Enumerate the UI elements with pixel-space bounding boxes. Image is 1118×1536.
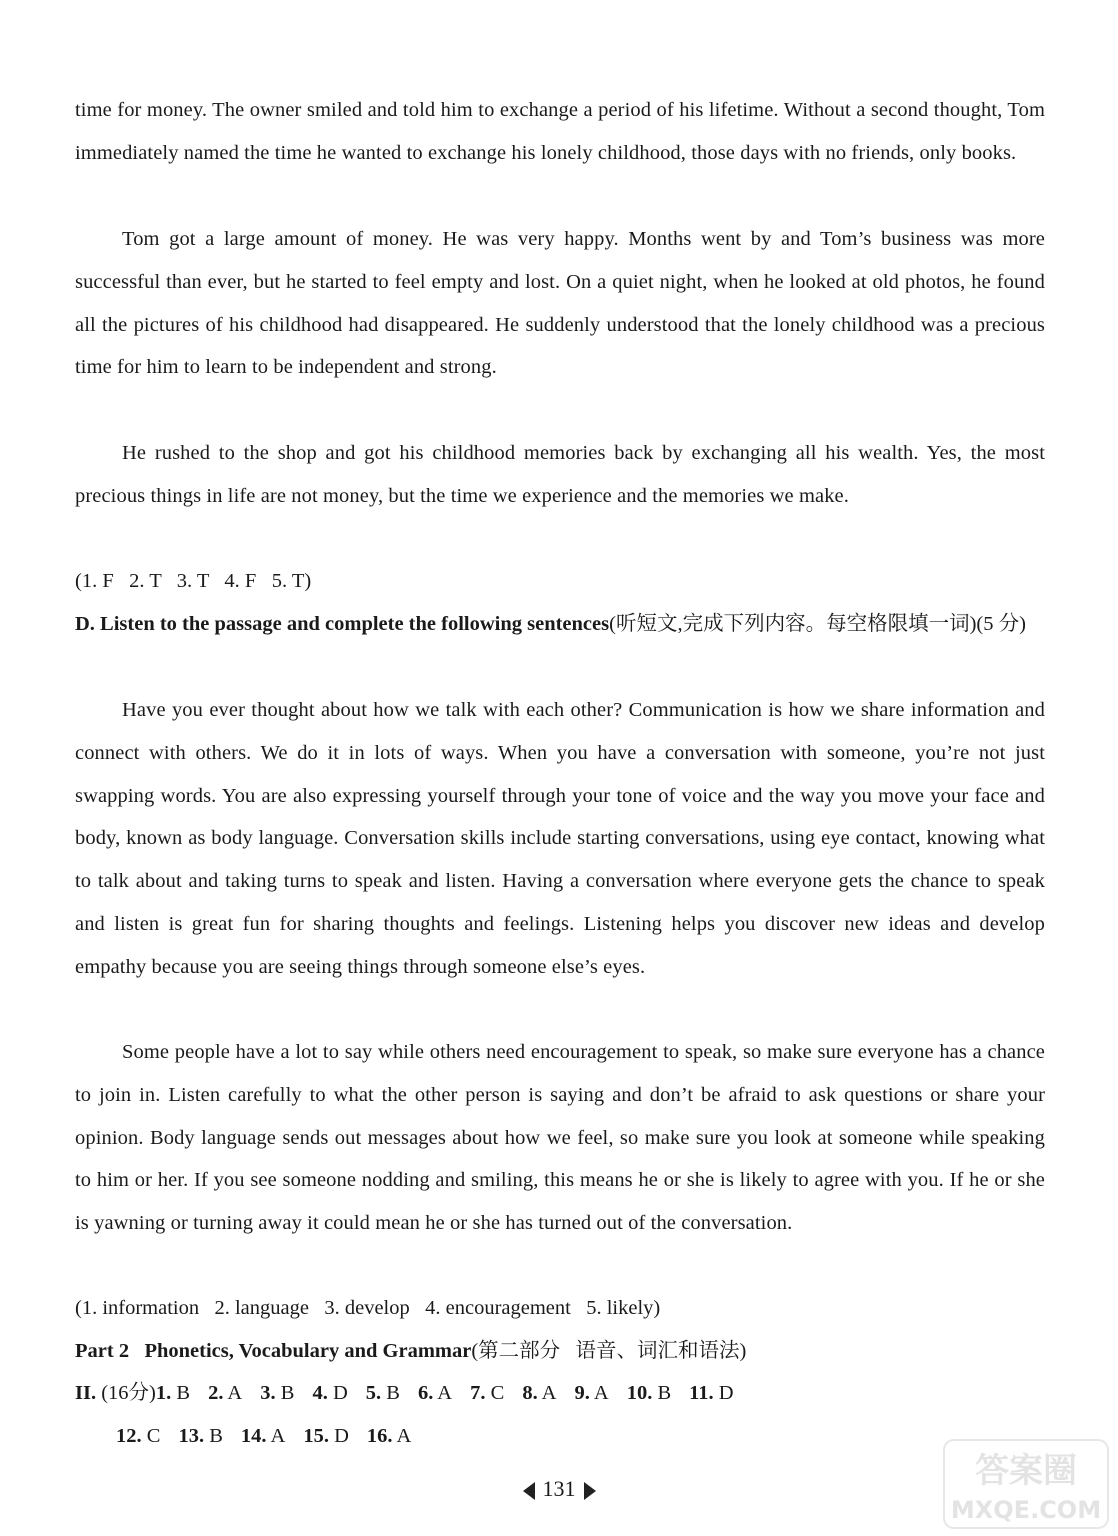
passage-c-answers-text: (1. F 2. T 3. T 4. F 5. T)	[75, 570, 312, 592]
answer-choice: A	[433, 1382, 453, 1404]
page-number: 131	[542, 1476, 576, 1501]
answer-choice: D	[328, 1425, 349, 1447]
answer-number: 9.	[574, 1382, 590, 1404]
answer-choice: B	[171, 1382, 191, 1404]
answer-number: 12.	[116, 1425, 142, 1447]
part2-heading	[75, 1330, 1055, 1373]
answer-number: 11.	[689, 1382, 714, 1404]
answer-number: 6.	[417, 1382, 434, 1404]
answer-item	[367, 1425, 411, 1447]
section-d-title-en: D. Listen to the passage and complete the following sentences	[75, 613, 610, 635]
watermark-text-top: 答案圈	[975, 1451, 1077, 1491]
answer-item	[366, 1382, 400, 1404]
answer-number: 1.	[155, 1382, 172, 1404]
answer-choice: B	[381, 1382, 400, 1404]
answer-item	[418, 1382, 452, 1404]
answer-item	[178, 1425, 222, 1447]
answer-item	[241, 1425, 285, 1447]
section-d-paragraph-2: Some people have a lot to say while others need encouragement to speak, so make sure everyone has a chance to join in. Listen carefully to what the other person is saying and don’t be afraid to ask questions or share your opinion. Body language sends out messages about how we feel, so make sure you look at someone while speaking to him or her. If you see someone nodding and smiling, this means he or she is likely to agree with you. If he or she is yawning or turning away it could mean he or she has turned out of the conversation.	[75, 1041, 1045, 1235]
answer-item	[116, 1425, 160, 1447]
answer-number: 10.	[626, 1382, 653, 1404]
answer-item	[575, 1382, 609, 1404]
section-ii-answers-row-1	[156, 1382, 752, 1404]
answer-choice: C	[485, 1382, 505, 1404]
section-d-answers	[75, 1287, 1055, 1330]
answer-number: 2.	[208, 1382, 224, 1404]
answer-item	[260, 1382, 294, 1404]
passage-c-answers	[75, 560, 1055, 603]
answer-item	[470, 1382, 504, 1404]
answer-number: 5.	[365, 1382, 382, 1404]
passage-c-paragraph-1: time for money. The owner smiled and told him to exchange a period of his lifetime. Without a second thought, Tom immediately named the time he wanted to exchange his lonely childhood, those days with no friends, only books.	[75, 99, 1045, 164]
answer-item	[312, 1382, 347, 1404]
answer-number: 8.	[522, 1382, 538, 1404]
answer-choice: D	[327, 1382, 348, 1404]
answer-item	[156, 1382, 190, 1404]
answer-item	[208, 1382, 242, 1404]
answer-choice: A	[537, 1382, 557, 1404]
triangle-left-icon	[523, 1482, 535, 1500]
answer-choice: A	[223, 1382, 243, 1404]
answer-item	[627, 1382, 671, 1404]
triangle-right-icon	[584, 1482, 596, 1500]
answer-choice: A	[589, 1382, 609, 1404]
answer-choice: B	[652, 1382, 672, 1404]
answer-choice: B	[275, 1382, 295, 1404]
answer-number: 14.	[240, 1425, 267, 1447]
answer-choice: A	[266, 1425, 286, 1447]
answer-item	[303, 1425, 349, 1447]
answer-number: 7.	[470, 1382, 486, 1404]
answer-number: 3.	[260, 1382, 276, 1404]
part2-title-cn: (第二部分 语音、词汇和语法)	[471, 1340, 747, 1362]
passage-c-paragraph-3: He rushed to the shop and got his childhood memories back by exchanging all his wealth. Yes, the most precious things in life are not money, but the time we experience and the memories we make.	[75, 442, 1045, 507]
watermark-text-bottom: MXQE.COM	[950, 1496, 1102, 1524]
section-d-title-cn: (听短文,完成下列内容。每空格限填一词)(5 分)	[609, 613, 1026, 635]
watermark-logo	[942, 1438, 1110, 1530]
answer-item	[522, 1382, 556, 1404]
answer-number: 15.	[303, 1425, 329, 1447]
section-d-paragraph-1: Have you ever thought about how we talk with each other? Communication is how we share information and connect with others. We do it in lots of ways. When you have a conversation with someone, you’re not just swapping words. You are also expressing yourself through your tone of voice and the way you move your face and body, known as body language. Conversation skills include starting conversations, using eye contact, knowing what to talk about and taking turns to speak and listen. Having a conversation where everyone gets the chance to speak and listen is great fun for sharing thoughts and feelings. Listening helps you discover new ideas and develop empathy because you are seeing things through someone else’s eyes.	[75, 699, 1045, 978]
section-ii-answers-row-2	[116, 1425, 429, 1447]
answer-choice: D	[713, 1382, 734, 1404]
answer-choice: A	[392, 1425, 412, 1447]
passage-c-paragraph-2: Tom got a large amount of money. He was very happy. Months went by and Tom’s business was more successful than ever, but he started to feel empty and lost. On a quiet night, when he looked at old photos, he found all the pictures of his childhood had disappeared. He suddenly understood that the lonely childhood was a precious time for him to learn to be independent and strong.	[75, 228, 1045, 379]
section-ii-score: (16分)	[101, 1382, 156, 1404]
section-ii-row-1	[75, 1372, 1055, 1415]
answer-number: 16.	[366, 1425, 393, 1447]
part2-title-en: Part 2 Phonetics, Vocabulary and Grammar	[75, 1340, 472, 1362]
answer-choice: B	[204, 1425, 223, 1447]
answer-item	[689, 1382, 733, 1404]
section-ii-label: II.	[75, 1382, 97, 1404]
section-d-answers-text: (1. information 2. language 3. develop 4. encouragement 5. likely)	[75, 1297, 661, 1319]
answer-number: 13.	[178, 1425, 205, 1447]
answer-number: 4.	[312, 1382, 328, 1404]
answer-choice: C	[141, 1425, 161, 1447]
section-d-heading	[75, 603, 1050, 646]
